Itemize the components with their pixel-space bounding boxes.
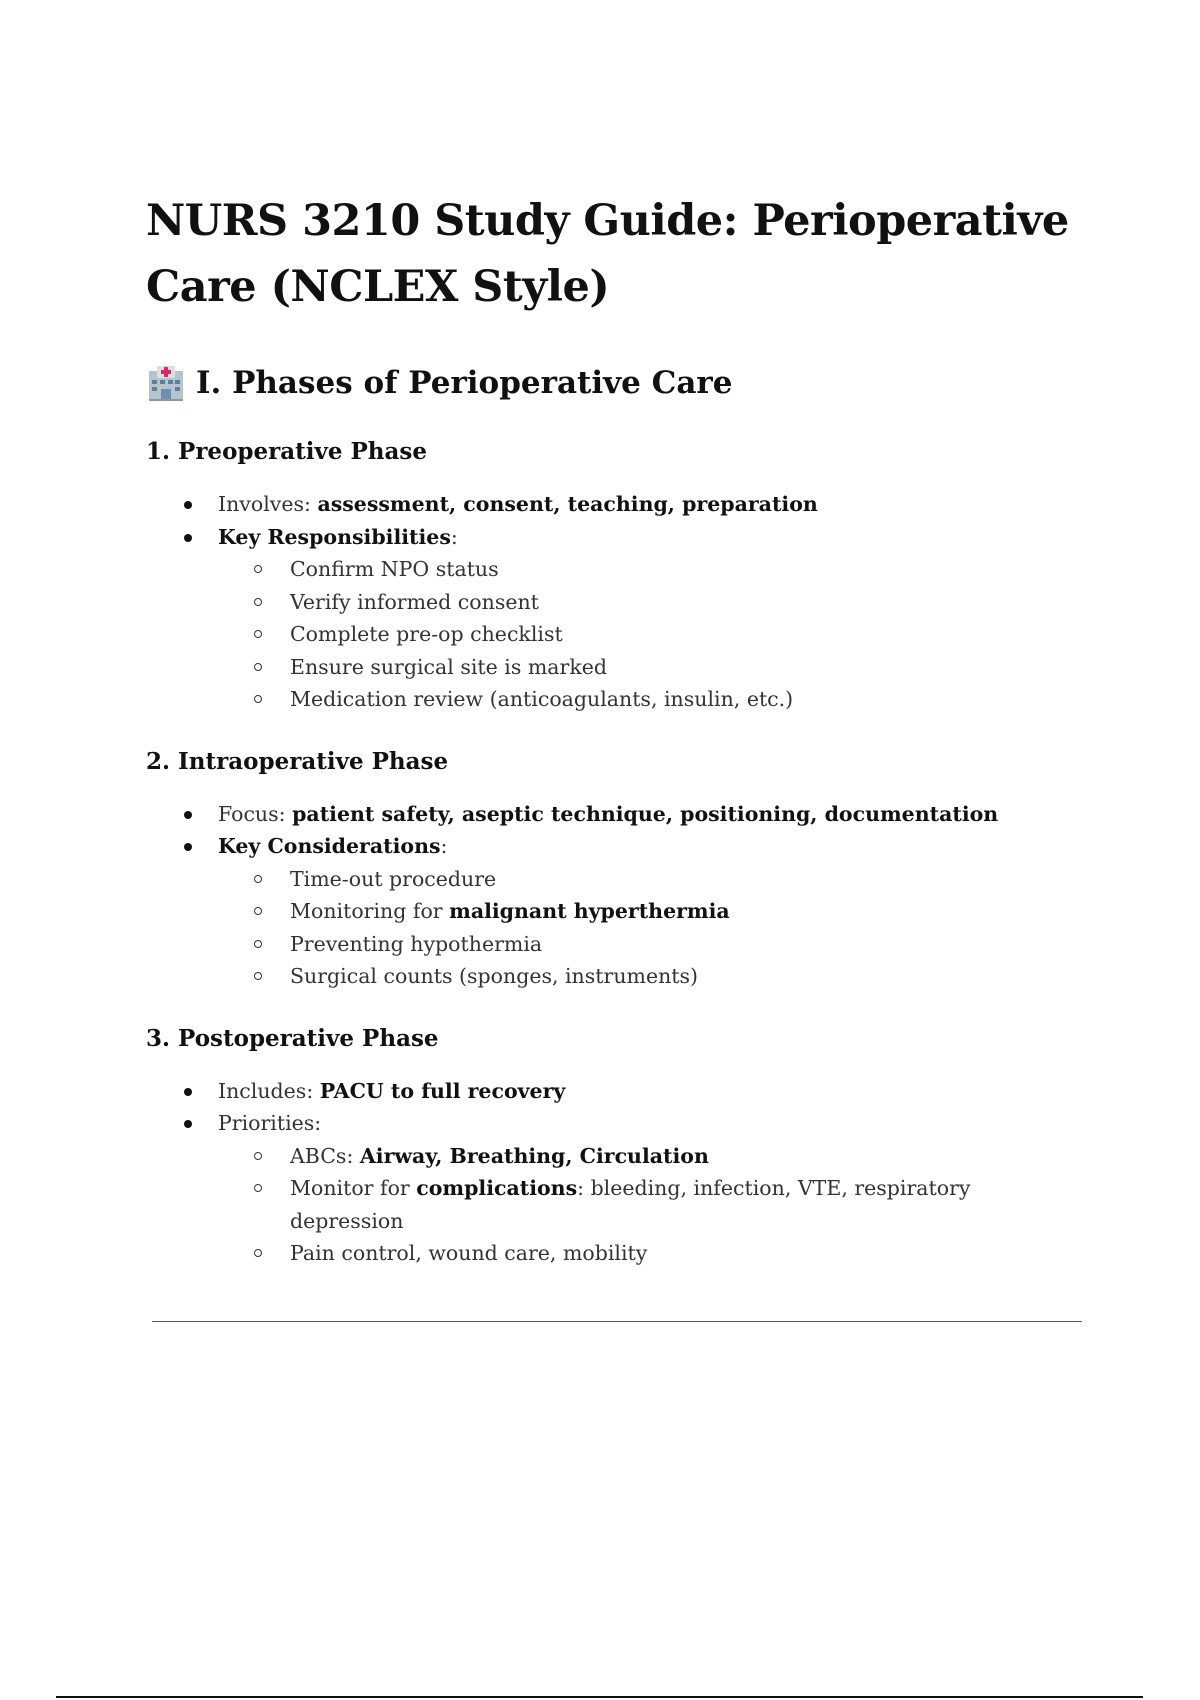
horizontal-divider: [152, 1321, 1082, 1322]
sub-list-item: Preventing hypothermia: [146, 928, 1086, 961]
list-item: [146, 488, 1086, 521]
sub-list: [218, 863, 1086, 993]
sub-list-item: [146, 1140, 1086, 1173]
phase-heading-preoperative: 1. Preoperative Phase: [146, 438, 428, 465]
sub-list-item-emphasis: complications: [416, 1176, 578, 1200]
list-item: [146, 830, 1086, 993]
intraoperative-list: [146, 798, 1086, 993]
sub-list-item-text: : bleeding, infection, VTE, respiratory depression: [290, 1176, 971, 1233]
page-title: NURS 3210 Study Guide: Perioperative Care (NCLEX Style): [146, 196, 1069, 312]
sub-list-item: Ensure surgical site is marked: [146, 651, 1086, 684]
sub-list-item: Medication review (anticoagulants, insulin, etc.): [146, 683, 1086, 716]
list-item-colon: :: [440, 834, 448, 858]
sub-list-item: Time-out procedure: [146, 863, 1086, 896]
list-item: [146, 798, 1086, 831]
list-item-label: Focus:: [218, 801, 293, 826]
sub-list: [218, 553, 1086, 716]
list-item-label: Priorities:: [218, 1111, 322, 1135]
phase-heading-intraoperative: 2. Intraoperative Phase: [146, 747, 449, 775]
phase-heading-postoperative: 3. Postoperative Phase: [146, 1024, 439, 1052]
sub-list-item: Surgical counts (sponges, instruments): [146, 960, 1086, 993]
list-item-emphasis: Key Considerations: [218, 834, 441, 858]
list-item-emphasis: Key Responsibilities: [218, 524, 451, 549]
page-bottom-border: [56, 1696, 1143, 1698]
sub-list-item-text: Monitoring for: [290, 899, 450, 923]
list-item-emphasis: patient safety, aseptic technique, positioning, documentation: [292, 801, 999, 826]
preoperative-list: [146, 488, 1086, 716]
list-item: [146, 1107, 1086, 1270]
hospital-icon: [146, 363, 186, 403]
sub-list-item: [146, 895, 1086, 928]
list-item-label: Involves:: [218, 492, 318, 516]
sub-list-item: [146, 1172, 1086, 1237]
sub-list-item: Verify informed consent: [146, 586, 1086, 619]
list-item-emphasis: assessment, consent, teaching, preparation: [317, 492, 818, 516]
sub-list: [218, 1140, 1086, 1270]
postoperative-list: [146, 1075, 1086, 1270]
document-body: [146, 188, 1086, 1270]
list-item: [146, 1075, 1086, 1108]
sub-list-item-text: Monitor for: [290, 1176, 417, 1200]
list-item-label: Includes:: [218, 1078, 320, 1103]
section-heading: [146, 360, 1086, 406]
list-item-emphasis: PACU to full recovery: [319, 1078, 566, 1103]
sub-list-item: Complete pre-op checklist: [146, 618, 1086, 651]
sub-list-item-emphasis: Airway, Breathing, Circulation: [359, 1143, 709, 1168]
sub-list-item-text: ABCs:: [290, 1143, 360, 1168]
list-item-colon: :: [450, 524, 458, 549]
sub-list-item: Confirm NPO status: [146, 553, 1086, 586]
section-heading-text: I. Phases of Perioperative Care: [196, 365, 733, 401]
sub-list-item: Pain control, wound care, mobility: [146, 1237, 1086, 1270]
sub-list-item-emphasis: malignant hyperthermia: [449, 899, 730, 923]
list-item: [146, 521, 1086, 716]
